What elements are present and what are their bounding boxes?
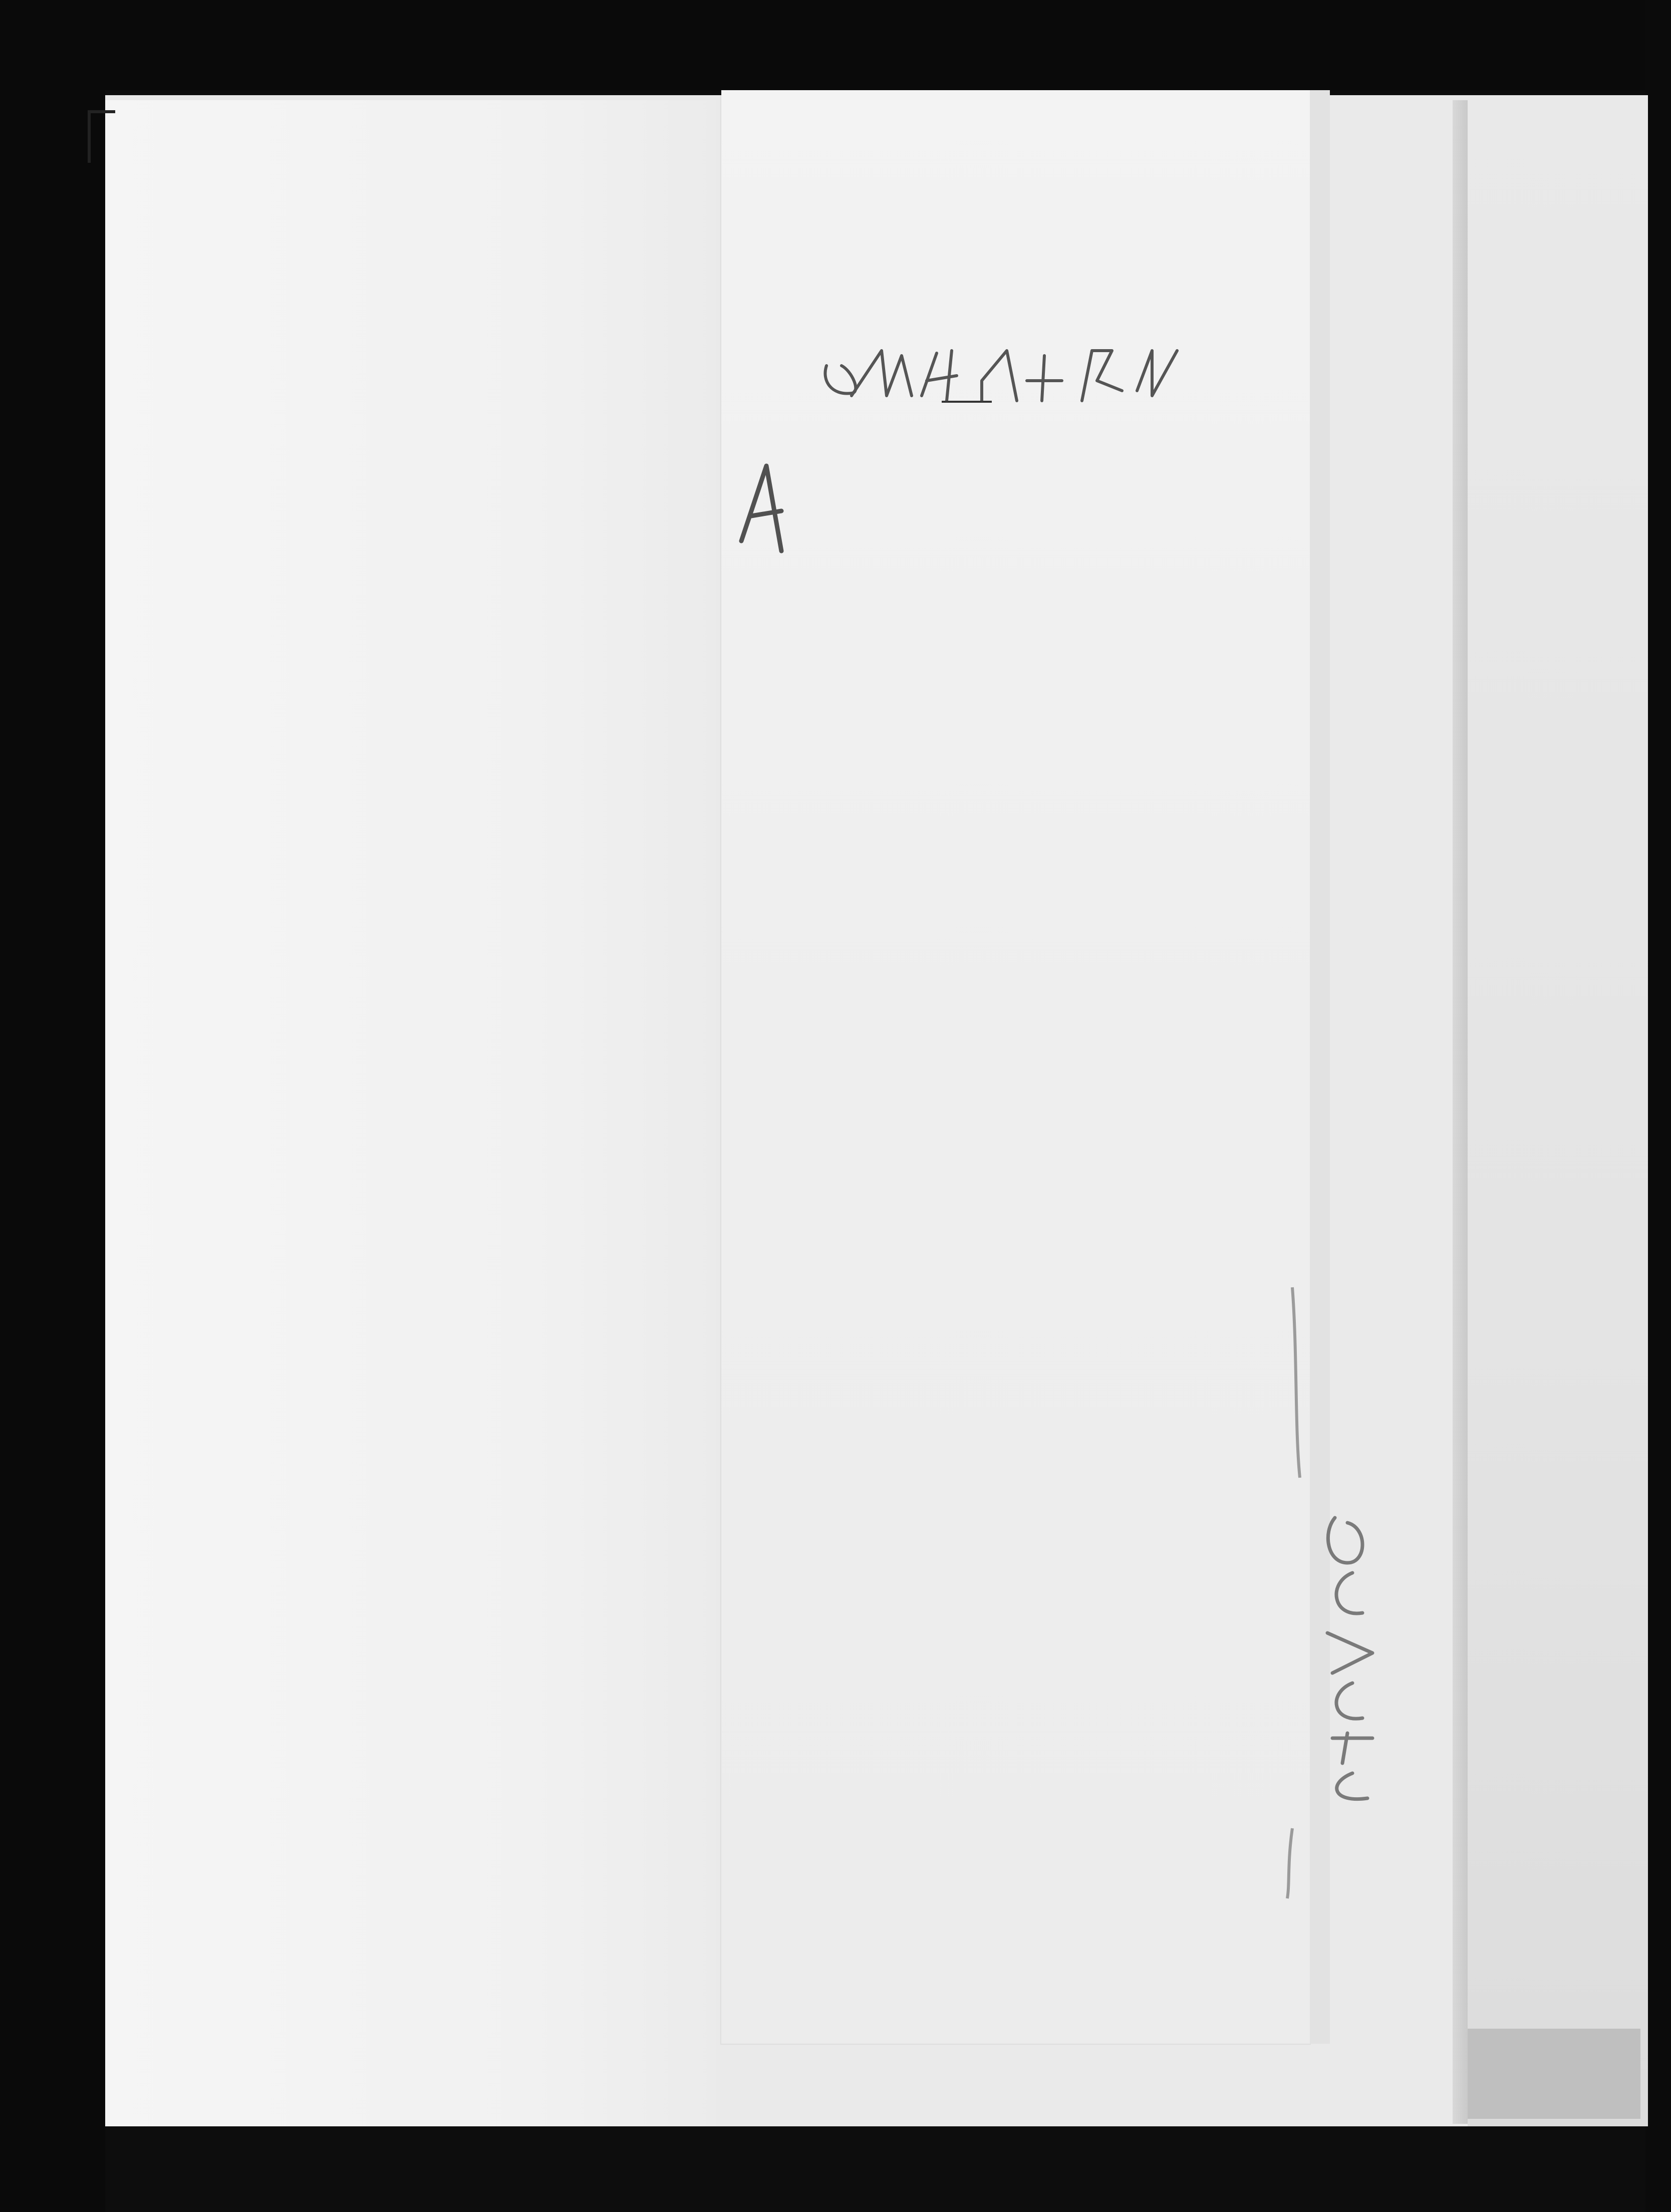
handwritten-letter-a: [741, 466, 781, 551]
handwritten-signature-schnitzler: [825, 351, 1177, 401]
handwritten-note-obszoene: [1327, 1518, 1372, 1799]
pencil-margin-stroke: [1287, 1287, 1300, 1898]
